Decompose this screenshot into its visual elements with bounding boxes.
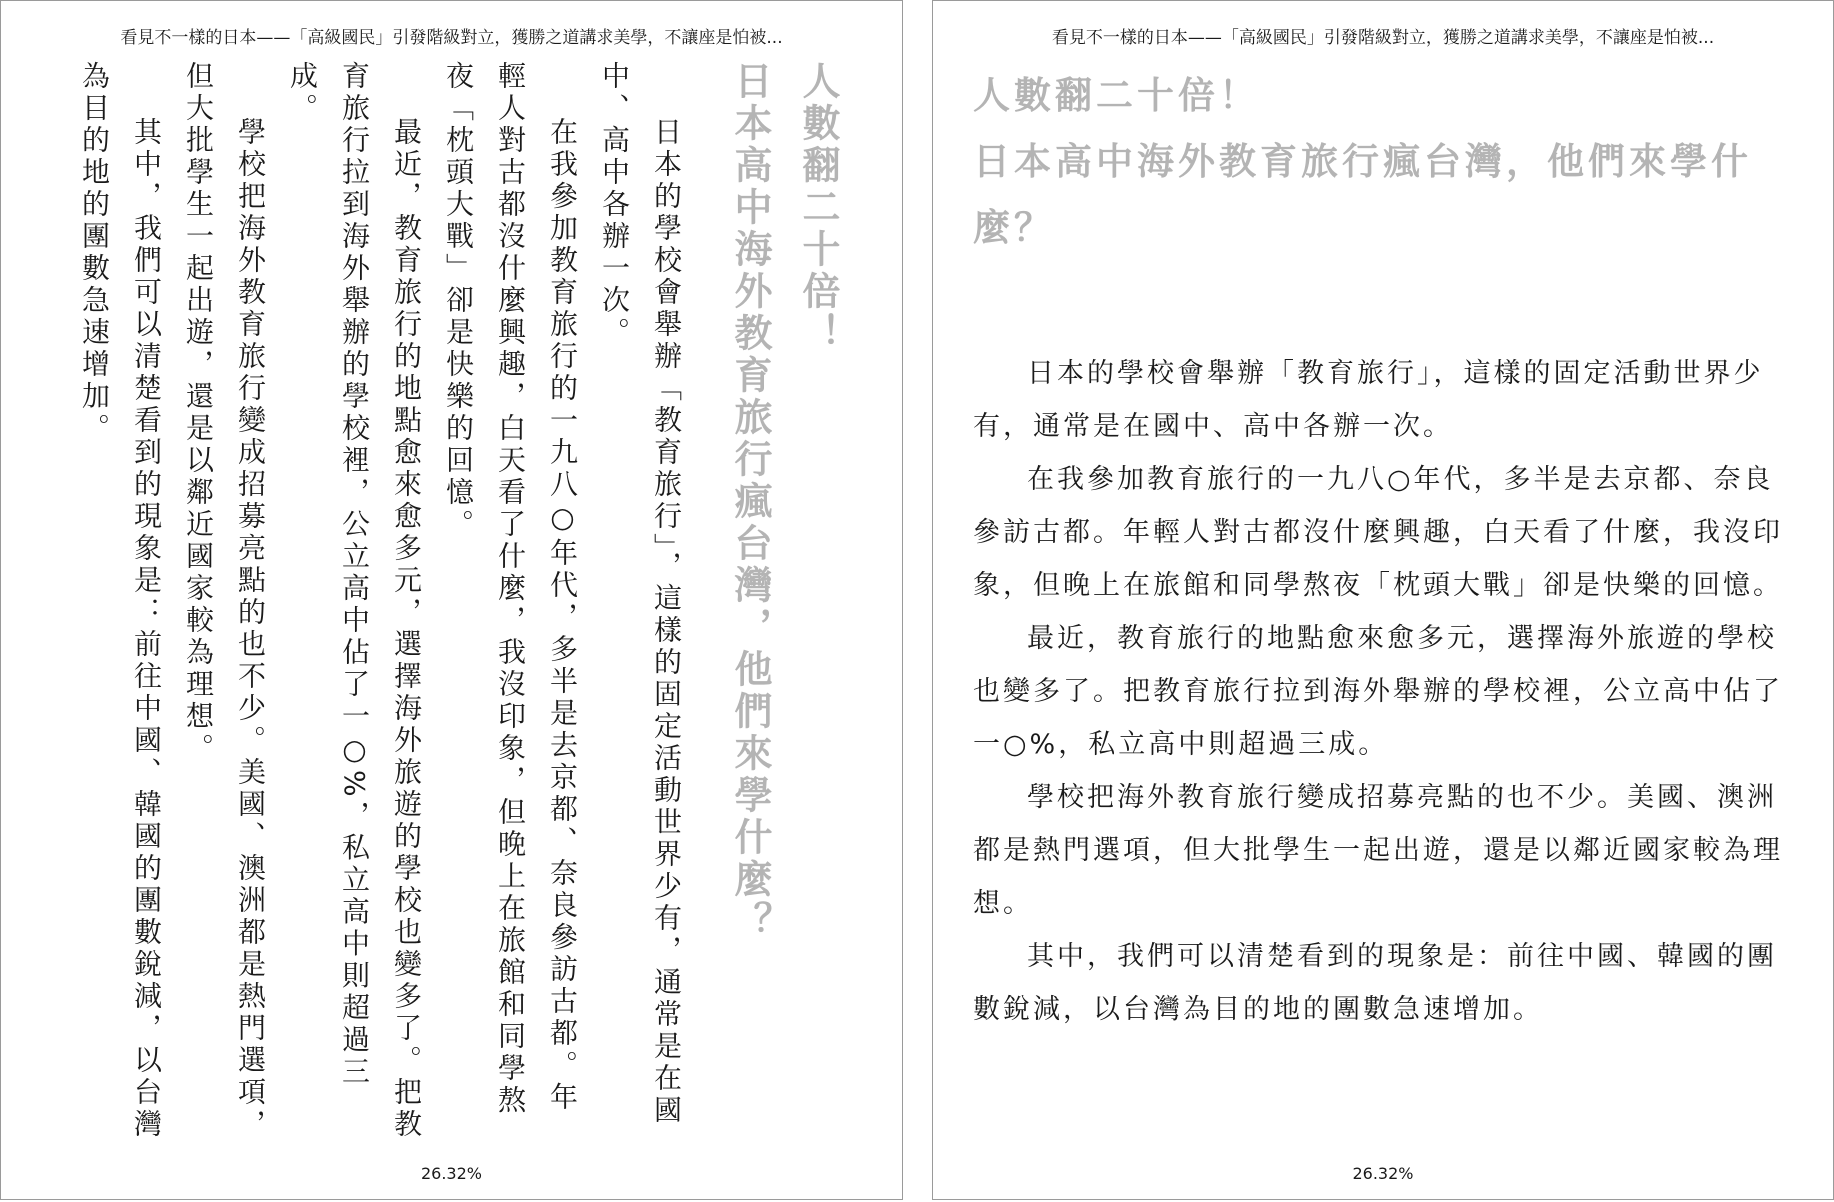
paragraph: 其中，我們可以清楚看到的現象是：前往中國、韓國的團數銳減，以台灣為目的地的團數急速增加。 (973, 941, 1777, 1025)
chapter-title-line: 日本高中海外教育旅行瘋台灣，他們來學什麼？ (973, 140, 1752, 249)
horizontal-text-body (973, 63, 1795, 1036)
page-header: 看見不一樣的日本——「高級國民」引發階級對立，獲勝之道講求美學，不讓座是怕被... (1051, 28, 1715, 48)
chapter-title-line: 人數翻二十倍！ (796, 61, 840, 355)
chapter-title (973, 63, 1795, 261)
paragraph: 學校把海外教育旅行變成招募亮點的也不少。美國、澳洲都是熱門選項，但大批學生一起出遊，還是以鄰近國家較為理想。 (973, 782, 1783, 919)
paragraph: 最近，教育旅行的地點愈來愈多元，選擇海外旅遊的學校也變多了。把教育旅行拉到海外舉辦的學校裡，公立高中佔了一○%，私立高中則超過三成。 (973, 623, 1783, 760)
vertical-text-body (42, 61, 852, 1141)
paragraph: 其中，我們可以清楚看到的現象是：前往中國、韓國的團數銳減，以台灣為目的地的團數急速增加。 (78, 61, 163, 1141)
paragraph: 日本的學校會舉辦「教育旅行」，這樣的固定活動世界少有，通常是在國中、高中各辦一次。 (973, 358, 1764, 442)
reading-progress: 26.32% (1352, 1164, 1414, 1183)
page-header: 看見不一樣的日本——「高級國民」引發階級對立，獲勝之道講求美學，不讓座是怕被... (120, 28, 783, 48)
reading-progress: 26.32% (420, 1164, 482, 1183)
horizontal-page (932, 0, 1834, 1200)
paragraph: 學校把海外教育旅行變成招募亮點的也不少。美國、澳洲都是熱門選項，但大批學生一起出遊，還是以鄰近國家較為理想。 (182, 61, 267, 1141)
chapter-title-line: 日本高中海外教育旅行瘋台灣，他們來學什麼？ (728, 61, 772, 943)
chapter-title (716, 61, 852, 1141)
paragraph: 日本的學校會舉辦「教育旅行」，這樣的固定活動世界少有，通常是在國中、高中各辦一次。 (598, 61, 683, 1127)
vertical-page (0, 0, 903, 1200)
paragraph: 在我參加教育旅行的一九八○年代，多半是去京都、奈良參訪古都。年輕人對古都沒什麼興趣，白天看了什麼，我沒印象，但晚上在旅館和同學熬夜「枕頭大戰」卻是快樂的回憶。 (442, 61, 579, 1117)
chapter-title-line: 人數翻二十倍！ (973, 74, 1260, 117)
paragraph: 最近，教育旅行的地點愈來愈多元，選擇海外旅遊的學校也變多了。把教育旅行拉到海外舉辦的學校裡，公立高中佔了一○%，私立高中則超過三成。 (286, 61, 423, 1141)
paragraph: 在我參加教育旅行的一九八○年代，多半是去京都、奈良參訪古都。年輕人對古都沒什麼興趣，白天看了什麼，我沒印象，但晚上在旅館和同學熬夜「枕頭大戰」卻是快樂的回憶。 (973, 464, 1783, 601)
